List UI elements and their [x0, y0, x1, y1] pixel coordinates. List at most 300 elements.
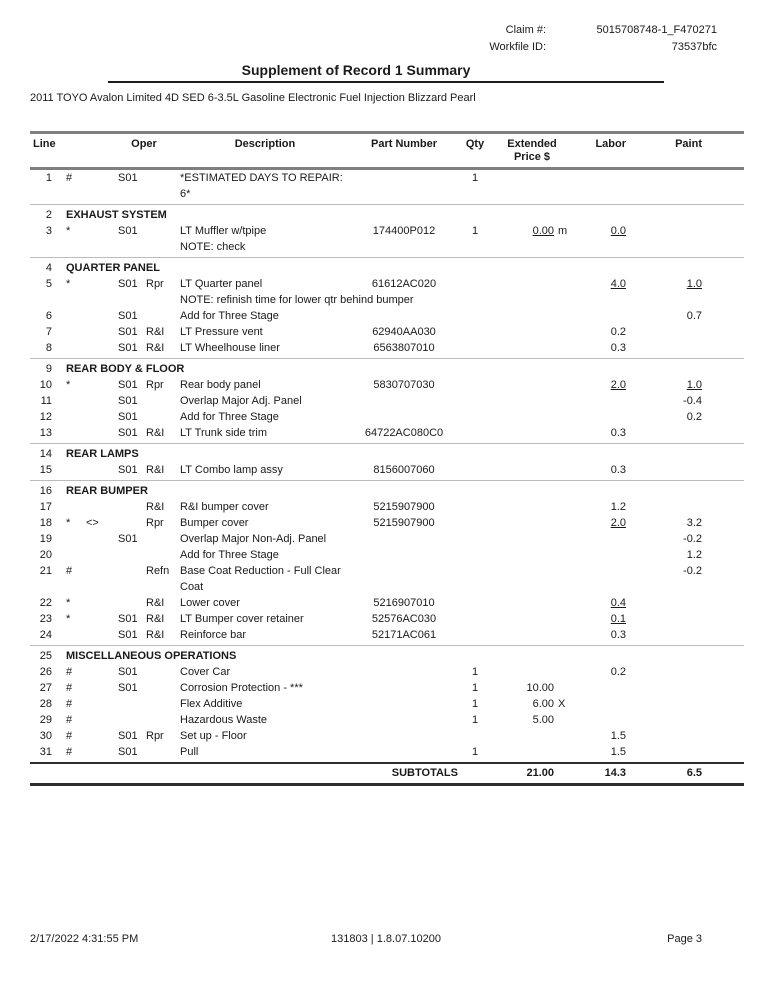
adjust-marker [82, 664, 108, 680]
s01-code: S01 [118, 746, 138, 758]
extended-price [492, 324, 554, 340]
labor-value [572, 393, 626, 409]
price-flag [554, 627, 572, 643]
line-number: 7 [45, 326, 52, 338]
extended-price [492, 627, 554, 643]
price-flag [554, 744, 572, 760]
claim-row [416, 22, 717, 39]
adjust-marker [82, 170, 108, 186]
qty-value: 1 [471, 746, 479, 758]
part-number [350, 680, 458, 696]
table-row [30, 409, 744, 425]
section-row [30, 446, 744, 462]
paint-value [626, 595, 702, 611]
paint-value [626, 744, 702, 760]
s01-code: S01 [118, 225, 138, 237]
extended-price [492, 170, 554, 186]
description-indent-spacer [30, 579, 180, 595]
labor-value [572, 170, 626, 186]
extended-price [492, 499, 554, 515]
subtotals-qty-spacer [458, 764, 492, 783]
paint-value: 0.2 [686, 411, 702, 423]
description: Set up - Floor [180, 730, 247, 742]
description: LT Trunk side trim [180, 427, 268, 439]
paint-value [626, 499, 702, 515]
description: Add for Three Stage [180, 310, 279, 322]
qty-value [458, 393, 492, 409]
price-flag [554, 393, 572, 409]
line-number: 6 [45, 310, 52, 322]
adjust-marker [82, 223, 108, 239]
oper-code: R&I [146, 464, 165, 476]
line-number: 3 [45, 225, 52, 237]
labor-value [572, 712, 626, 728]
description: Add for Three Stage [180, 549, 279, 561]
table-row-continuation [30, 292, 744, 308]
qty-value: 1 [471, 698, 479, 710]
labor-value: 0.1 [610, 613, 626, 625]
line-number: 19 [39, 533, 52, 545]
s01-code: S01 [118, 464, 138, 476]
table-row [30, 377, 744, 393]
section-row [30, 483, 744, 499]
section-divider [30, 480, 744, 481]
oper-code [144, 170, 180, 186]
supplement-marker [52, 324, 82, 340]
line-number: 13 [39, 427, 52, 439]
description: R&I bumper cover [180, 501, 269, 513]
qty-value: 1 [471, 225, 479, 237]
price-flag [554, 712, 572, 728]
line-number: 5 [45, 278, 52, 290]
paint-value [626, 712, 702, 728]
table-row [30, 627, 744, 643]
paint-value: -0.2 [683, 565, 702, 577]
labor-value: 0.4 [610, 597, 626, 609]
description-line2: NOTE: check [180, 241, 246, 253]
supplement-marker: * [66, 597, 71, 609]
part-number [350, 531, 458, 547]
labor-value: 1.2 [610, 501, 626, 513]
paint-value [626, 425, 702, 441]
oper-code [144, 393, 180, 409]
labor-value [572, 680, 626, 696]
paint-value [626, 611, 702, 627]
adjust-marker [82, 462, 108, 478]
adjust-marker [82, 712, 108, 728]
line-number: 24 [39, 629, 52, 641]
table-row [30, 324, 744, 340]
s01-code: S01 [118, 172, 138, 184]
extended-price [492, 462, 554, 478]
part-number [350, 563, 458, 579]
oper-code [144, 680, 180, 696]
subtotals-paint: 6.5 [686, 767, 702, 779]
extended-price [492, 664, 554, 680]
price-flag [554, 728, 572, 744]
part-number [350, 728, 458, 744]
description: LT Pressure vent [180, 326, 263, 338]
extended-price [492, 276, 554, 292]
col-header-oper: Oper [131, 138, 157, 150]
table-row [30, 499, 744, 515]
table-row [30, 223, 744, 239]
supplement-marker [52, 393, 82, 409]
table-row [30, 664, 744, 680]
line-number: 25 [39, 650, 52, 662]
s01-code: S01 [118, 310, 138, 322]
description-line2: Coat [180, 581, 204, 593]
paint-value [626, 462, 702, 478]
qty-value [458, 563, 492, 579]
qty-value [458, 547, 492, 563]
table-row [30, 547, 744, 563]
line-number: 4 [45, 262, 52, 274]
price-flag [554, 409, 572, 425]
extended-price: 0.00 [532, 225, 554, 237]
extended-price [492, 515, 554, 531]
adjust-marker [82, 393, 108, 409]
table-row [30, 744, 744, 760]
paint-value [626, 324, 702, 340]
part-number [350, 664, 458, 680]
col-header-description: Description [234, 138, 296, 150]
qty-value: 1 [471, 666, 479, 678]
line-number: 29 [39, 714, 52, 726]
supplement-marker: # [66, 714, 73, 726]
line-number: 17 [39, 501, 52, 513]
table-row [30, 425, 744, 441]
paint-value: 0.7 [686, 310, 702, 322]
section-row [30, 260, 744, 276]
section-title: QUARTER PANEL [66, 262, 160, 274]
price-flag [554, 170, 572, 186]
oper-code: Rpr [146, 278, 164, 290]
section-row [30, 207, 744, 223]
price-flag: m [558, 225, 568, 237]
description: LT Bumper cover retainer [180, 613, 304, 625]
table-row [30, 563, 744, 579]
line-number: 27 [39, 682, 52, 694]
labor-value: 2.0 [610, 379, 626, 391]
description: Lower cover [180, 597, 240, 609]
qty-value [458, 308, 492, 324]
col-header-part-number: Part Number [370, 138, 438, 150]
col-header-extended-price-line1: Extended [507, 138, 557, 150]
adjust-marker [82, 680, 108, 696]
paint-value [626, 728, 702, 744]
s01-code: S01 [118, 533, 138, 545]
labor-value [572, 547, 626, 563]
part-number: 174400P012 [372, 225, 436, 237]
part-number [350, 308, 458, 324]
table-row [30, 728, 744, 744]
oper-code [144, 696, 180, 712]
oper-code: R&I [146, 427, 165, 439]
qty-value [458, 499, 492, 515]
table-row-continuation [30, 186, 744, 202]
col-header-extended-price-line2: Price $ [513, 151, 551, 163]
estimate-table [30, 131, 744, 786]
table-body [30, 170, 744, 760]
adjust-marker [82, 595, 108, 611]
table-row [30, 308, 744, 324]
oper-code: R&I [146, 342, 165, 354]
qty-value [458, 595, 492, 611]
price-flag [554, 324, 572, 340]
part-number [350, 393, 458, 409]
labor-value [572, 409, 626, 425]
line-number: 15 [39, 464, 52, 476]
adjust-marker [82, 324, 108, 340]
table-row [30, 611, 744, 627]
price-flag [554, 425, 572, 441]
paint-value: 1.0 [686, 278, 702, 290]
extended-price: 5.00 [532, 714, 554, 726]
s01-code [108, 547, 144, 563]
qty-value [458, 340, 492, 356]
extended-price [492, 409, 554, 425]
subtotals-labor: 14.3 [604, 767, 626, 779]
line-number: 23 [39, 613, 52, 625]
paint-value [626, 627, 702, 643]
supplement-marker: * [66, 379, 71, 391]
adjust-marker [82, 547, 108, 563]
oper-code [144, 409, 180, 425]
supplement-marker: * [66, 278, 71, 290]
adjust-marker [82, 563, 108, 579]
part-number [350, 712, 458, 728]
s01-code: S01 [118, 379, 138, 391]
oper-code [144, 712, 180, 728]
qty-value [458, 324, 492, 340]
qty-value [458, 611, 492, 627]
oper-code: R&I [146, 613, 165, 625]
description: Rear body panel [180, 379, 261, 391]
table-row [30, 340, 744, 356]
supplement-marker [52, 462, 82, 478]
table-row [30, 276, 744, 292]
qty-value: 1 [471, 172, 479, 184]
labor-value: 0.0 [610, 225, 626, 237]
col-header-qty: Qty [465, 138, 485, 150]
line-number: 22 [39, 597, 52, 609]
section-divider [30, 257, 744, 258]
section-title: REAR BUMPER [66, 485, 148, 497]
section-divider [30, 443, 744, 444]
s01-code: S01 [118, 666, 138, 678]
s01-code: S01 [118, 730, 138, 742]
page-footer [0, 931, 772, 947]
vehicle-description: 2011 TOYO Avalon Limited 4D SED 6-3.5L Gasoline Electronic Fuel Injection Blizzard Pearl [30, 92, 476, 104]
labor-value: 0.2 [610, 666, 626, 678]
labor-value: 1.5 [610, 746, 626, 758]
paint-value: 1.0 [686, 379, 702, 391]
qty-value: 1 [471, 714, 479, 726]
workfile-label: Workfile ID: [489, 41, 546, 53]
extended-price [492, 308, 554, 324]
labor-value: 2.0 [610, 517, 626, 529]
extended-price: 10.00 [526, 682, 554, 694]
s01-code [108, 515, 144, 531]
description: Corrosion Protection - *** [180, 682, 303, 694]
claim-value: 5015708748-1_F470271 [596, 24, 717, 36]
price-flag [554, 680, 572, 696]
description-indent-spacer [30, 292, 180, 308]
price-flag [554, 276, 572, 292]
description: Bumper cover [180, 517, 249, 529]
adjust-marker [82, 276, 108, 292]
part-number: 5215907900 [373, 501, 435, 513]
subtotals-price: 21.00 [526, 767, 554, 779]
description-indent-spacer [30, 186, 180, 202]
part-number [350, 547, 458, 563]
qty-value [458, 409, 492, 425]
price-flag [554, 664, 572, 680]
supplement-marker [52, 547, 82, 563]
line-number: 2 [45, 209, 52, 221]
line-number: 28 [39, 698, 52, 710]
part-number: 8156007060 [373, 464, 435, 476]
supplement-marker [52, 425, 82, 441]
line-number: 10 [39, 379, 52, 391]
extended-price [492, 547, 554, 563]
table-row-continuation [30, 239, 744, 255]
section-title: EXHAUST SYSTEM [66, 209, 167, 221]
part-number: 5215907900 [373, 517, 435, 529]
labor-value [572, 563, 626, 579]
oper-code [144, 223, 180, 239]
labor-value: 0.3 [610, 342, 626, 354]
oper-code: Rpr [146, 379, 164, 391]
table-row [30, 462, 744, 478]
supplement-marker [52, 340, 82, 356]
s01-code: S01 [118, 342, 138, 354]
description: Flex Additive [180, 698, 243, 710]
extended-price: 6.00 [532, 698, 554, 710]
line-number: 11 [40, 395, 52, 407]
price-flag [554, 563, 572, 579]
s01-code: S01 [118, 427, 138, 439]
part-number: 6563807010 [373, 342, 435, 354]
extended-price [492, 393, 554, 409]
supplement-marker: # [66, 682, 73, 694]
s01-code: S01 [118, 395, 138, 407]
s01-code [108, 712, 144, 728]
labor-value: 0.3 [610, 427, 626, 439]
table-row [30, 170, 744, 186]
claim-meta [416, 22, 717, 56]
supplement-marker: # [66, 730, 73, 742]
extended-price [492, 340, 554, 356]
extended-price [492, 425, 554, 441]
adjust-marker [82, 531, 108, 547]
line-number: 8 [45, 342, 52, 354]
footer-datetime: 2/17/2022 4:31:55 PM [30, 933, 139, 945]
part-number: 5830707030 [373, 379, 435, 391]
adjust-marker [82, 340, 108, 356]
description: *ESTIMATED DAYS TO REPAIR: [180, 172, 343, 184]
section-divider [30, 204, 744, 205]
part-number [350, 744, 458, 760]
description-line2: 6* [180, 188, 191, 200]
s01-code [108, 499, 144, 515]
oper-code [144, 744, 180, 760]
price-flag [554, 595, 572, 611]
oper-code: R&I [146, 629, 165, 641]
line-number: 30 [39, 730, 52, 742]
extended-price [492, 531, 554, 547]
description: Add for Three Stage [180, 411, 279, 423]
s01-code: S01 [118, 278, 138, 290]
qty-value [458, 276, 492, 292]
part-number [350, 696, 458, 712]
description: Pull [180, 746, 199, 758]
section-divider [30, 645, 744, 646]
section-title: MISCELLANEOUS OPERATIONS [66, 650, 237, 662]
part-number: 52576AC030 [371, 613, 437, 625]
line-number: 14 [39, 448, 52, 460]
supplement-marker: * [66, 517, 71, 529]
price-flag [554, 340, 572, 356]
table-row [30, 595, 744, 611]
price-flag [554, 531, 572, 547]
col-header-paint: Paint [675, 138, 702, 150]
footer-page-number: Page 3 [667, 933, 702, 945]
extended-price [492, 595, 554, 611]
price-flag [554, 377, 572, 393]
page-title: Supplement of Record 1 Summary [241, 62, 471, 78]
oper-code: Rpr [146, 517, 164, 529]
labor-value: 0.2 [610, 326, 626, 338]
supplement-marker [52, 627, 82, 643]
table-row [30, 680, 744, 696]
oper-code: R&I [146, 501, 165, 513]
s01-code: S01 [118, 613, 138, 625]
price-flag [554, 308, 572, 324]
s01-code: S01 [118, 682, 138, 694]
extended-price [492, 377, 554, 393]
s01-code [108, 563, 144, 579]
labor-value [572, 531, 626, 547]
table-row [30, 515, 744, 531]
description: LT Quarter panel [180, 278, 263, 290]
price-flag: X [558, 698, 566, 710]
part-number: 52171AC061 [371, 629, 437, 641]
section-divider [30, 358, 744, 359]
subtotals-label: SUBTOTALS [391, 767, 458, 779]
line-number: 31 [39, 746, 52, 758]
paint-value [626, 680, 702, 696]
table-row [30, 712, 744, 728]
supplement-marker: # [66, 565, 73, 577]
labor-value: 4.0 [610, 278, 626, 290]
description-line2: NOTE: refinish time for lower qtr behind bumper [180, 294, 414, 306]
oper-code [144, 664, 180, 680]
line-number: 16 [39, 485, 52, 497]
adjust-marker [82, 611, 108, 627]
paint-value: -0.2 [683, 533, 702, 545]
labor-value: 0.3 [610, 464, 626, 476]
line-number: 26 [39, 666, 52, 678]
s01-code: S01 [118, 326, 138, 338]
supplement-marker: # [66, 698, 73, 710]
col-header-extended-price [492, 138, 572, 164]
line-number: 20 [39, 549, 52, 561]
oper-code [144, 308, 180, 324]
oper-code [144, 547, 180, 563]
qty-value [458, 377, 492, 393]
